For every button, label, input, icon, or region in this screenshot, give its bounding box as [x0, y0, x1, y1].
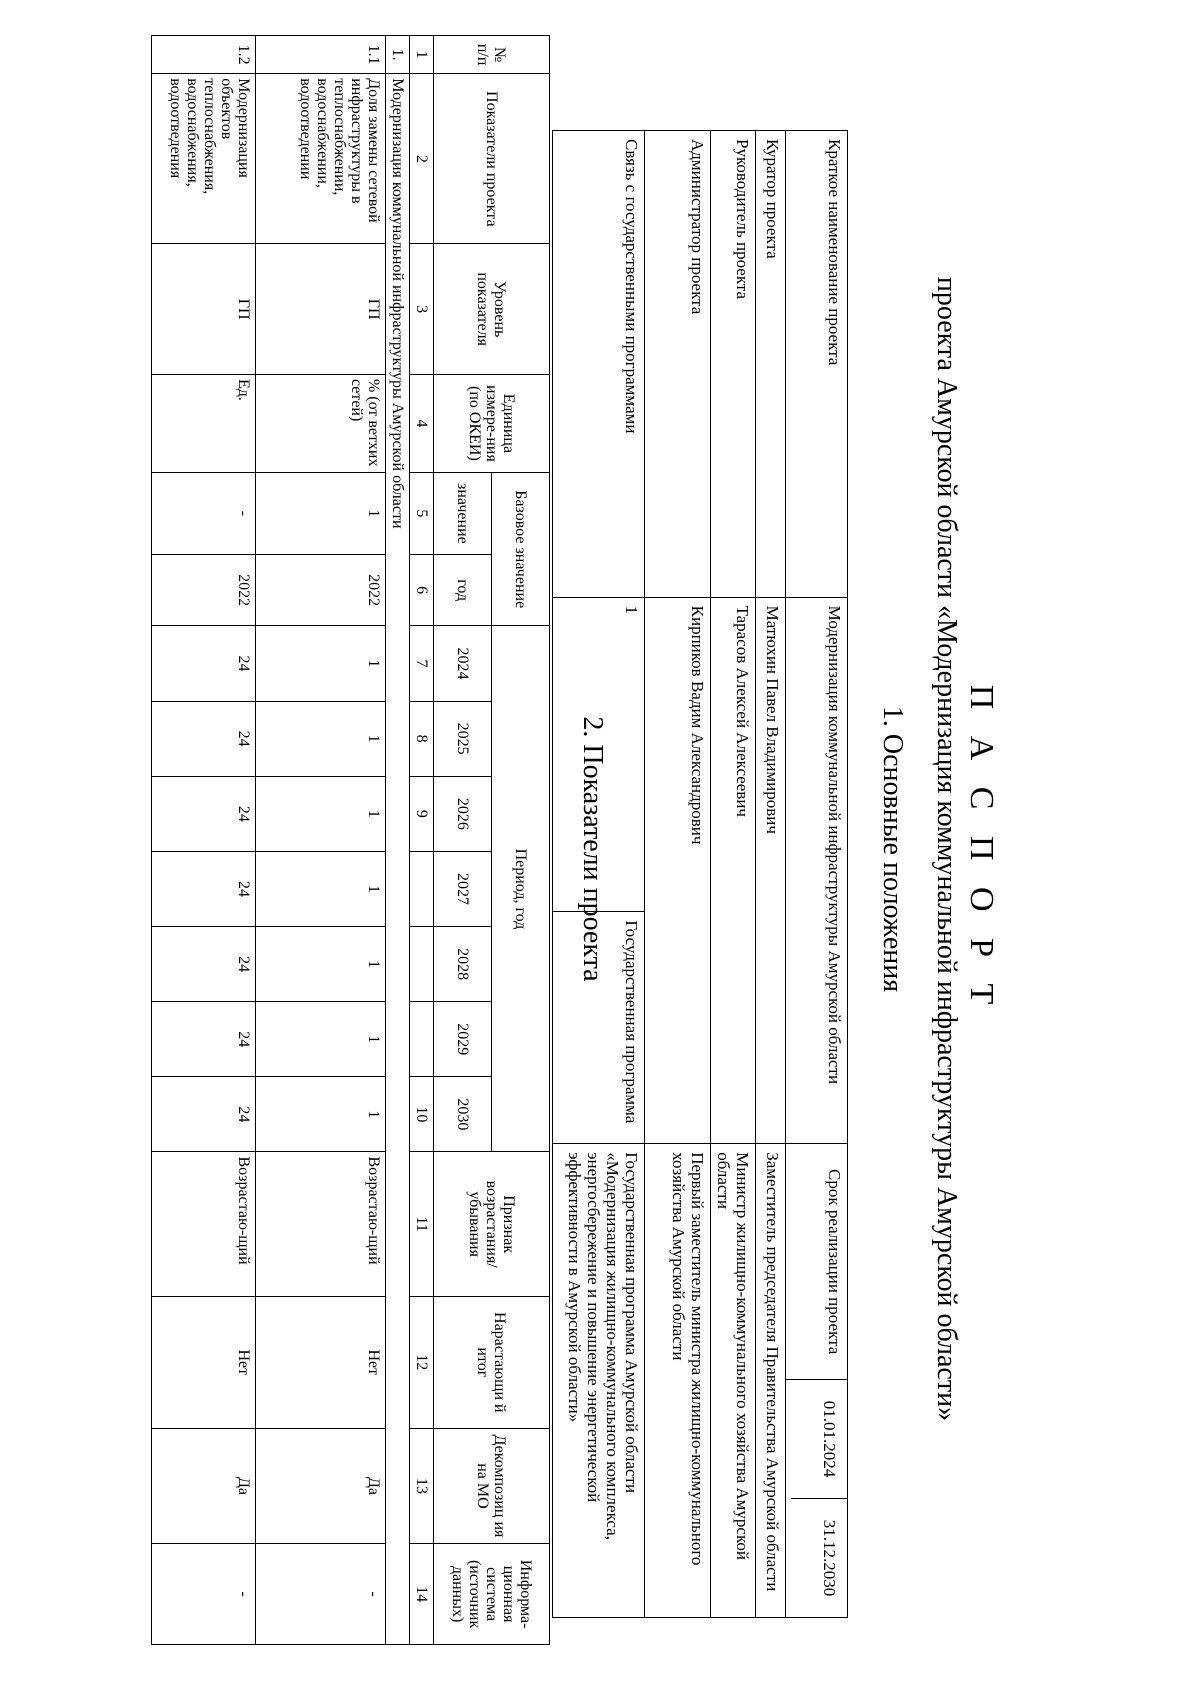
row-number: 1.2: [152, 36, 256, 74]
head-label: Руководитель проекта: [711, 131, 756, 598]
curator-label: Куратор проекта: [756, 131, 786, 598]
term-start-date: [786, 1380, 848, 1618]
programs-link-label: Связь с государственными программами: [553, 131, 645, 598]
row-indicator: Доля замены сетевой инфраструктуры в теплоснабжении, водоснабжении, водоотведении: [256, 74, 386, 244]
programs-link-type: Государственная программа: [553, 912, 645, 1144]
row-decomposition: Да: [152, 1428, 256, 1543]
row-year-value: 1: [256, 701, 386, 776]
row-indicator: Модернизация объектов теплоснабжения, водоснабжения, водоотведения: [152, 74, 256, 244]
head-position: Министр жилищно-коммунального хозяйства Амурской области: [711, 1144, 756, 1618]
row-level: ГП: [256, 244, 386, 375]
col-num-header: № п/п: [434, 36, 550, 74]
row-year-value: 1: [256, 1077, 386, 1152]
row-year-value: 24: [152, 701, 256, 776]
column-number: 3: [410, 244, 434, 375]
row-year-value: 24: [152, 927, 256, 1002]
group-title: Модернизация коммунальной инфраструктуры Амурской области: [386, 74, 410, 1645]
column-number: [410, 1002, 434, 1077]
table-row: [645, 131, 711, 1618]
curator-name: Матюхин Павел Владимирович: [756, 597, 786, 1144]
column-number: 8: [410, 701, 434, 776]
row-level: ГП: [152, 244, 256, 375]
head-name: Тарасов Алексей Алексеевич: [711, 597, 756, 1144]
section-2-heading: 2. Показатели проекта: [577, 716, 608, 982]
curator-position: Заместитель председателя Правительства Амурской области: [756, 1144, 786, 1618]
row-cumulative: Нет: [256, 1296, 386, 1428]
column-number: 2: [410, 74, 434, 244]
row-info-system: -: [152, 1544, 256, 1645]
short-name-value: Модернизация коммунальной инфраструктуры Амурской области: [786, 597, 848, 1144]
term-start: 01.01.2024: [791, 1380, 847, 1499]
short-name-label: Краткое наименование проекта: [786, 131, 848, 598]
col-cumulative-header: Нарастающи й итог: [434, 1296, 550, 1428]
row-number: 1.1: [256, 36, 386, 74]
row-base-year: 2022: [152, 554, 256, 626]
col-base-year-header: год: [434, 554, 492, 626]
programs-link-number: 1: [553, 597, 645, 912]
column-number: 1: [410, 36, 434, 74]
row-unit: Ед.: [152, 374, 256, 472]
row-year-value: 1: [256, 1002, 386, 1077]
table-row: [786, 131, 848, 1618]
column-number: 5: [410, 472, 434, 554]
col-year-header: 2027: [434, 851, 492, 926]
row-base-value: -: [152, 472, 256, 554]
row-year-value: 24: [152, 1002, 256, 1077]
row-year-value: 1: [256, 927, 386, 1002]
table-row: [711, 131, 756, 1618]
row-decomposition: Да: [256, 1428, 386, 1543]
column-number: 11: [410, 1152, 434, 1296]
col-indicator-header: Показатели проекта: [434, 74, 550, 244]
row-year-value: 24: [152, 1077, 256, 1152]
column-number: [410, 927, 434, 1002]
row-year-value: 24: [152, 776, 256, 851]
col-info-system-header: Информа-ционная система (источник данных): [434, 1544, 550, 1645]
row-base-value: 1: [256, 472, 386, 554]
admin-label: Администратор проекта: [645, 131, 711, 598]
section-1-heading: 1. Основные положения: [877, 705, 908, 993]
column-number: 10: [410, 1077, 434, 1152]
column-number: 7: [410, 626, 434, 701]
row-cumulative: Нет: [152, 1296, 256, 1428]
row-info-system: -: [256, 1544, 386, 1645]
col-base-header: Базовое значение: [492, 472, 550, 626]
document-title: П А С П О Р Т: [963, 684, 1000, 1014]
row-year-value: 1: [256, 626, 386, 701]
row-sign: Возрастаю-щий: [152, 1152, 256, 1296]
table-row: [256, 36, 386, 1645]
col-sign-header: Признак возрастания/ убывания: [434, 1152, 550, 1296]
row-year-value: 1: [256, 776, 386, 851]
row-year-value: 1: [256, 851, 386, 926]
document-subtitle: проекта Амурской области «Модернизация коммунальной инфраструктуры Амурской области»: [931, 276, 962, 1422]
column-number: 4: [410, 374, 434, 472]
col-period-header: Период, год: [492, 626, 550, 1152]
admin-position: Первый заместитель министра жилищно-коммунального хозяйства Амурской области: [645, 1144, 711, 1618]
column-numbers-row: [410, 36, 434, 1645]
row-unit: % (от ветхих сетей): [256, 374, 386, 472]
row-year-value: 24: [152, 626, 256, 701]
col-year-header: 2029: [434, 1002, 492, 1077]
col-year-header: 2028: [434, 927, 492, 1002]
col-year-header: 2025: [434, 701, 492, 776]
col-level-header: Уровень показателя: [434, 244, 550, 375]
column-number: [410, 851, 434, 926]
row-sign: Возрастаю-щий: [256, 1152, 386, 1296]
term-end: 31.12.2030: [820, 1519, 839, 1597]
row-year-value: 24: [152, 851, 256, 926]
col-year-header: 2030: [434, 1077, 492, 1152]
col-year-header: 2026: [434, 776, 492, 851]
table-row: [152, 36, 256, 1645]
row-base-year: 2022: [256, 554, 386, 626]
column-number: 14: [410, 1544, 434, 1645]
col-unit-header: Единица измере-ния (по ОКЕИ): [434, 374, 550, 472]
col-year-header: 2024: [434, 626, 492, 701]
group-number: 1.: [386, 36, 410, 74]
col-decomposition-header: Декомпозиц ия на МО: [434, 1428, 550, 1543]
table-row: [756, 131, 786, 1618]
admin-name: Кирпиков Вадим Александрович: [645, 597, 711, 1144]
table-header-row: [492, 36, 550, 1645]
column-number: 6: [410, 554, 434, 626]
column-number: 12: [410, 1296, 434, 1428]
programs-link-value: Государственная программа Амурской области «Модернизация жилищно-коммунального комплекса, энергосбережение и повышение энергетической эффективности в Амурской области»: [553, 1144, 645, 1618]
col-base-value-header: значение: [434, 472, 492, 554]
project-indicators-table: [151, 35, 550, 1645]
column-number: 9: [410, 776, 434, 851]
term-label: Срок реализации проекта: [786, 1144, 848, 1380]
group-row: [386, 36, 410, 1645]
column-number: 13: [410, 1428, 434, 1543]
